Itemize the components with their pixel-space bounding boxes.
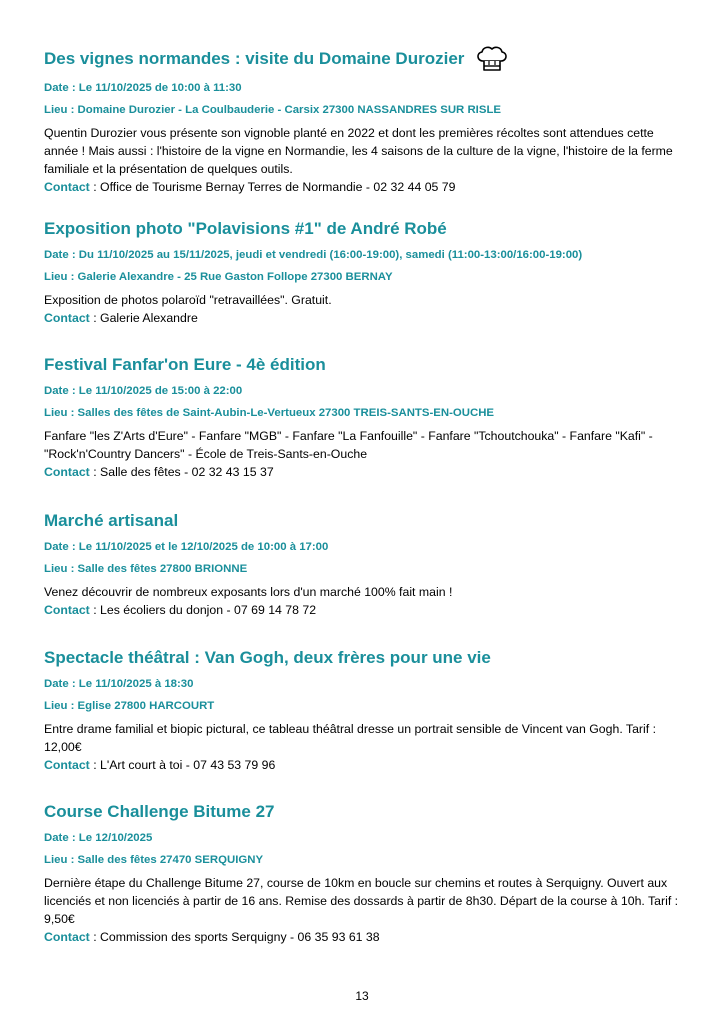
contact-label: Contact <box>44 465 90 479</box>
event-description: Venez découvrir de nombreux exposants lors d'un marché 100% fait main ! <box>44 585 453 599</box>
event-title: Festival Fanfar'on Eure - 4è édition <box>44 355 326 374</box>
contact-value: : Commission des sports Serquigny - 06 35 93 61 38 <box>89 930 380 944</box>
event-contact <box>44 178 684 196</box>
event-date: Date : Le 11/10/2025 de 10:00 à 11:30 <box>44 82 242 94</box>
event-contact <box>44 601 684 619</box>
event-location: Lieu : Domaine Durozier - La Coulbauderie - Carsix 27300 NASSANDRES SUR RISLE <box>44 104 501 116</box>
chef-hat-icon <box>474 44 510 74</box>
page-number: 13 <box>355 989 369 1003</box>
event-title: Course Challenge Bitume 27 <box>44 802 275 821</box>
event-item <box>44 646 684 774</box>
event-item <box>44 509 684 619</box>
event-contact <box>44 463 684 481</box>
contact-value: : Salle des fêtes - 02 32 43 15 37 <box>89 465 274 479</box>
event-item <box>44 44 684 196</box>
event-contact <box>44 756 684 774</box>
event-title: Spectacle théâtral : Van Gogh, deux frères pour une vie <box>44 648 491 667</box>
event-description: Exposition de photos polaroïd "retravaillées". Gratuit. <box>44 293 332 307</box>
contact-value: : Galerie Alexandre <box>89 311 198 325</box>
event-contact <box>44 309 684 327</box>
event-date: Date : Le 11/10/2025 à 18:30 <box>44 678 194 690</box>
event-location: Lieu : Salle des fêtes 27800 BRIONNE <box>44 563 248 575</box>
contact-value: : L'Art court à toi - 07 43 53 79 96 <box>89 758 276 772</box>
event-description: Entre drame familial et biopic pictural, ce tableau théâtral dresse un portrait sensible de Vincent van Gogh. Tarif : 12,00€ <box>44 722 656 754</box>
event-date: Date : Le 11/10/2025 et le 12/10/2025 de 10:00 à 17:00 <box>44 541 329 553</box>
event-description: Fanfare "les Z'Arts d'Eure" - Fanfare "MGB" - Fanfare "La Fanfouille" - Fanfare "Tchoutchouka" - Fanfare "Kafi" - "Rock'n'Country Dancers" - École de Treis-Sants-en-Ouche <box>44 429 653 461</box>
contact-label: Contact <box>44 180 90 194</box>
event-location: Lieu : Salle des fêtes 27470 SERQUIGNY <box>44 854 264 866</box>
event-item <box>44 217 684 327</box>
event-date: Date : Du 11/10/2025 au 15/11/2025, jeudi et vendredi (16:00-19:00), samedi (11:00-13:00/16:00-19:00) <box>44 249 583 261</box>
contact-label: Contact <box>44 758 90 772</box>
event-item <box>44 353 684 481</box>
event-date: Date : Le 11/10/2025 de 15:00 à 22:00 <box>44 385 243 397</box>
event-description: Quentin Durozier vous présente son vignoble planté en 2022 et dont les premières récoltes sont attendues cette année ! Mais aussi : l'histoire de la vigne en Normandie, les 4 saisons de la culture de la vigne, l'histoire de la ferme familiale et la présentation de quelques outils. <box>44 126 673 176</box>
event-title-row <box>44 44 684 74</box>
event-title: Exposition photo "Polavisions #1" de André Robé <box>44 219 447 238</box>
event-description: Dernière étape du Challenge Bitume 27, course de 10km en boucle sur chemins et routes à Serquigny. Ouvert aux licenciés et non licenciés à partir de 16 ans. Remise des dossards à partir de 8h30. Départ de la course à 10h. Tarif : 9,50€ <box>44 876 679 926</box>
event-item <box>44 800 684 946</box>
event-location: Lieu : Salles des fêtes de Saint-Aubin-Le-Vertueux 27300 TREIS-SANTS-EN-OUCHE <box>44 407 495 419</box>
event-title: Marché artisanal <box>44 511 179 530</box>
event-location: Lieu : Galerie Alexandre - 25 Rue Gaston Follope 27300 BERNAY <box>44 271 393 283</box>
event-location: Lieu : Eglise 27800 HARCOURT <box>44 700 215 712</box>
contact-label: Contact <box>44 930 90 944</box>
contact-value: : Office de Tourisme Bernay Terres de Normandie - 02 32 44 05 79 <box>89 180 456 194</box>
contact-value: : Les écoliers du donjon - 07 69 14 78 72 <box>89 603 317 617</box>
event-title: Des vignes normandes : visite du Domaine Durozier <box>44 49 465 68</box>
event-contact <box>44 928 684 946</box>
contact-label: Contact <box>44 311 90 325</box>
contact-label: Contact <box>44 603 90 617</box>
event-date: Date : Le 12/10/2025 <box>44 832 153 844</box>
